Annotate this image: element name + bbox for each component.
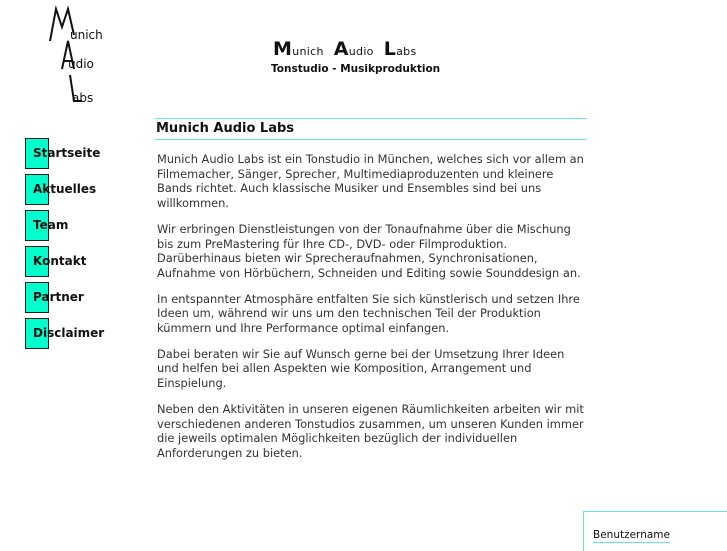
nav-item-team[interactable] (25, 210, 135, 246)
nav-item-startseite[interactable] (25, 138, 135, 174)
content-paragraph: Dabei beraten wir Sie auf Wunsch gerne bei der Umsetzung Ihrer Ideen und helfen bei allen Aspekten wie Komposition, Arrangement und Einspielung. (157, 346, 565, 391)
content-paragraph: Wir erbringen Dienstleistungen von der Tonaufnahme über die Mischung bis zum PreMastering für Ihre CD-, DVD- oder Filmproduktion. Darüberhinaus bieten wir Sprecheraufnahmen, Synchronisationen, Aufnahme von Hörbüchern, Schneiden und Editing sowie Sounddesign an. (157, 221, 581, 280)
nav-label[interactable]: Partner (33, 290, 84, 304)
nav-item-disclaimer[interactable] (25, 318, 135, 354)
main-content (155, 118, 587, 472)
login-box (583, 511, 727, 551)
title-rest-unich: unich (292, 45, 324, 58)
nav-label[interactable]: Disclaimer (33, 326, 105, 340)
nav-label[interactable]: Kontakt (33, 254, 87, 268)
page-title: Munich Audio Labs (155, 118, 587, 140)
content-paragraph: Neben den Aktivitäten in unseren eigenen Räumlichkeiten arbeiten wir mit verschiedenen anderen Tonstudios zusammen, um unseren Kunden immer die jeweils optimalen Möglichkeiten bezüglich der individuellen Anforderungen zu bieten. (157, 401, 584, 460)
logo-mal-glyph (44, 5, 124, 105)
content-paragraph: In entspannter Atmosphäre entfalten Sie sich künstlerisch und setzen Ihre Ideen um, während wir uns um den technischen Teil der Produktion kümmern und Ihre Performance optimal einfangen. (157, 291, 580, 336)
logo-word-abs: abs (72, 91, 94, 105)
nav-item-partner[interactable] (25, 282, 135, 318)
nav-label[interactable]: Startseite (33, 146, 101, 160)
logo-word-unich: unich (70, 28, 103, 42)
title-rest-udio: udio (348, 45, 374, 58)
title-initial-m: M (273, 38, 293, 60)
site-subtitle: Tonstudio - Musikproduktion (271, 63, 441, 75)
title-rest-abs: abs (396, 45, 417, 58)
nav-label[interactable]: Aktuelles (33, 182, 97, 196)
logo-word-udio: udio (68, 57, 94, 71)
main-nav (25, 138, 135, 354)
content-paragraph: Munich Audio Labs ist ein Tonstudio in München, welches sich vor allem an Filmemacher, Sänger, Sprecher, Multimediaproduzenten und kleinere Bands richtet. Auch klassische Musiker und Ensembles sind bei uns willkommen. (157, 152, 584, 211)
nav-item-kontakt[interactable] (25, 246, 135, 282)
username-label: Benutzername (593, 529, 670, 541)
nav-label[interactable]: Team (33, 218, 69, 232)
site-title (273, 38, 417, 60)
site-logo[interactable] (44, 5, 124, 105)
title-initial-a: A (333, 38, 349, 60)
nav-item-aktuelles[interactable] (25, 174, 135, 210)
title-initial-l: L (383, 38, 397, 60)
